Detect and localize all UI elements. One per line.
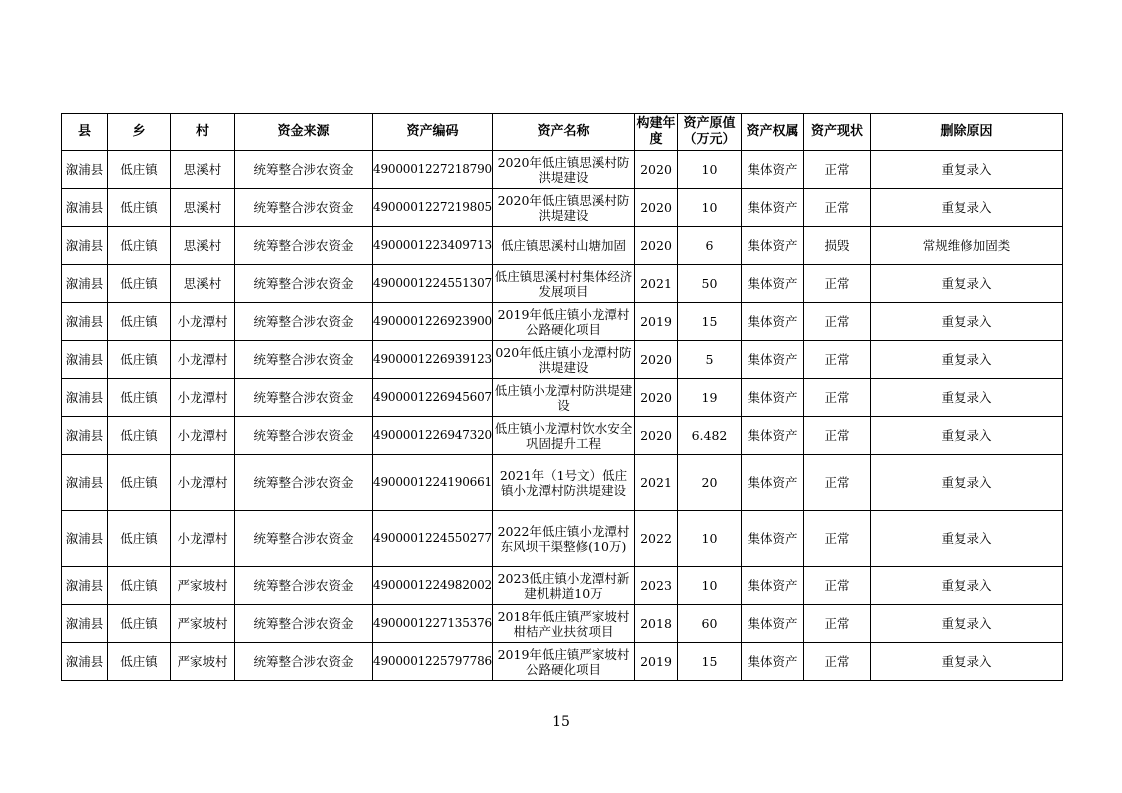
- cell-county: 溆浦县: [62, 303, 108, 341]
- table-row: [62, 605, 1063, 643]
- cell-status: 正常: [804, 379, 871, 417]
- cell-ownership: 集体资产: [742, 605, 804, 643]
- cell-original-value: 10: [678, 189, 742, 227]
- cell-status: 正常: [804, 341, 871, 379]
- cell-village: 思溪村: [171, 227, 235, 265]
- table-body: [62, 151, 1063, 681]
- cell-fund-source: 统筹整合涉农资金: [235, 379, 373, 417]
- cell-build-year: 2021: [635, 455, 678, 511]
- cell-asset-code: 4900001227135376: [373, 605, 493, 643]
- cell-village: 小龙潭村: [171, 511, 235, 567]
- cell-asset-code: 4900001226923900: [373, 303, 493, 341]
- table-row: [62, 151, 1063, 189]
- cell-status: 损毁: [804, 227, 871, 265]
- cell-delete-reason: 重复录入: [871, 511, 1063, 567]
- cell-township: 低庄镇: [108, 643, 171, 681]
- cell-delete-reason: 重复录入: [871, 265, 1063, 303]
- cell-build-year: 2020: [635, 189, 678, 227]
- cell-fund-source: 统筹整合涉农资金: [235, 455, 373, 511]
- cell-asset-name: 2019年低庄镇严家坡村公路硬化项目: [493, 643, 635, 681]
- cell-status: 正常: [804, 511, 871, 567]
- cell-status: 正常: [804, 189, 871, 227]
- cell-delete-reason: 常规维修加固类: [871, 227, 1063, 265]
- cell-village: 严家坡村: [171, 605, 235, 643]
- cell-original-value: 10: [678, 567, 742, 605]
- table-row: [62, 227, 1063, 265]
- cell-ownership: 集体资产: [742, 643, 804, 681]
- cell-asset-name: 低庄镇小龙潭村饮水安全巩固提升工程: [493, 417, 635, 455]
- cell-county: 溆浦县: [62, 265, 108, 303]
- cell-delete-reason: 重复录入: [871, 379, 1063, 417]
- cell-ownership: 集体资产: [742, 417, 804, 455]
- table-row: [62, 189, 1063, 227]
- cell-asset-name: 2021年（1号文）低庄镇小龙潭村防洪堤建设: [493, 455, 635, 511]
- cell-build-year: 2023: [635, 567, 678, 605]
- header-asset-name: 资产名称: [493, 114, 635, 151]
- cell-county: 溆浦县: [62, 605, 108, 643]
- cell-fund-source: 统筹整合涉农资金: [235, 303, 373, 341]
- cell-status: 正常: [804, 265, 871, 303]
- cell-fund-source: 统筹整合涉农资金: [235, 567, 373, 605]
- cell-build-year: 2020: [635, 341, 678, 379]
- cell-delete-reason: 重复录入: [871, 189, 1063, 227]
- cell-asset-name: 低庄镇小龙潭村防洪堤建设: [493, 379, 635, 417]
- cell-build-year: 2020: [635, 379, 678, 417]
- cell-status: 正常: [804, 643, 871, 681]
- table-row: [62, 265, 1063, 303]
- cell-asset-name: 2023低庄镇小龙潭村新建机耕道10万: [493, 567, 635, 605]
- cell-asset-name: 2019年低庄镇小龙潭村公路硬化项目: [493, 303, 635, 341]
- cell-original-value: 5: [678, 341, 742, 379]
- cell-delete-reason: 重复录入: [871, 567, 1063, 605]
- cell-township: 低庄镇: [108, 605, 171, 643]
- cell-asset-code: 4900001224551307: [373, 265, 493, 303]
- cell-ownership: 集体资产: [742, 151, 804, 189]
- cell-original-value: 6.482: [678, 417, 742, 455]
- cell-village: 小龙潭村: [171, 341, 235, 379]
- cell-county: 溆浦县: [62, 511, 108, 567]
- cell-original-value: 20: [678, 455, 742, 511]
- header-row: [62, 114, 1063, 151]
- cell-asset-name: 2020年低庄镇思溪村防洪堤建设: [493, 189, 635, 227]
- cell-original-value: 15: [678, 303, 742, 341]
- cell-build-year: 2018: [635, 605, 678, 643]
- cell-township: 低庄镇: [108, 379, 171, 417]
- cell-build-year: 2019: [635, 303, 678, 341]
- table-row: [62, 341, 1063, 379]
- cell-village: 思溪村: [171, 265, 235, 303]
- cell-township: 低庄镇: [108, 341, 171, 379]
- cell-asset-code: 4900001223409713: [373, 227, 493, 265]
- cell-build-year: 2021: [635, 265, 678, 303]
- cell-village: 严家坡村: [171, 643, 235, 681]
- cell-original-value: 10: [678, 151, 742, 189]
- cell-ownership: 集体资产: [742, 341, 804, 379]
- cell-county: 溆浦县: [62, 227, 108, 265]
- cell-asset-code: 4900001227218790: [373, 151, 493, 189]
- header-village: 村: [171, 114, 235, 151]
- cell-township: 低庄镇: [108, 265, 171, 303]
- cell-original-value: 10: [678, 511, 742, 567]
- cell-county: 溆浦县: [62, 151, 108, 189]
- cell-township: 低庄镇: [108, 151, 171, 189]
- header-county: 县: [62, 114, 108, 151]
- cell-delete-reason: 重复录入: [871, 455, 1063, 511]
- cell-asset-name: 低庄镇思溪村村集体经济发展项目: [493, 265, 635, 303]
- cell-status: 正常: [804, 567, 871, 605]
- page-number: 15: [552, 714, 570, 730]
- cell-township: 低庄镇: [108, 227, 171, 265]
- cell-township: 低庄镇: [108, 567, 171, 605]
- cell-fund-source: 统筹整合涉农资金: [235, 643, 373, 681]
- cell-asset-code: 4900001225797786: [373, 643, 493, 681]
- cell-village: 小龙潭村: [171, 379, 235, 417]
- cell-township: 低庄镇: [108, 189, 171, 227]
- cell-status: 正常: [804, 455, 871, 511]
- cell-ownership: 集体资产: [742, 511, 804, 567]
- cell-ownership: 集体资产: [742, 567, 804, 605]
- cell-ownership: 集体资产: [742, 227, 804, 265]
- cell-fund-source: 统筹整合涉农资金: [235, 341, 373, 379]
- cell-village: 严家坡村: [171, 567, 235, 605]
- cell-status: 正常: [804, 417, 871, 455]
- cell-fund-source: 统筹整合涉农资金: [235, 417, 373, 455]
- cell-build-year: 2019: [635, 643, 678, 681]
- cell-original-value: 19: [678, 379, 742, 417]
- cell-original-value: 50: [678, 265, 742, 303]
- cell-fund-source: 统筹整合涉农资金: [235, 227, 373, 265]
- cell-asset-code: 4900001226947320: [373, 417, 493, 455]
- cell-ownership: 集体资产: [742, 265, 804, 303]
- cell-original-value: 60: [678, 605, 742, 643]
- table-row: [62, 417, 1063, 455]
- cell-fund-source: 统筹整合涉农资金: [235, 189, 373, 227]
- cell-asset-code: 4900001227219805: [373, 189, 493, 227]
- cell-status: 正常: [804, 303, 871, 341]
- cell-village: 小龙潭村: [171, 455, 235, 511]
- cell-ownership: 集体资产: [742, 189, 804, 227]
- header-build-year: 构建年度: [635, 114, 678, 151]
- cell-build-year: 2020: [635, 227, 678, 265]
- cell-delete-reason: 重复录入: [871, 303, 1063, 341]
- cell-county: 溆浦县: [62, 455, 108, 511]
- cell-village: 思溪村: [171, 189, 235, 227]
- cell-asset-code: 4900001224982002: [373, 567, 493, 605]
- cell-county: 溆浦县: [62, 567, 108, 605]
- header-original-value: 资产原值（万元）: [678, 114, 742, 151]
- cell-build-year: 2020: [635, 417, 678, 455]
- cell-county: 溆浦县: [62, 379, 108, 417]
- cell-asset-code: 4900001226939123: [373, 341, 493, 379]
- table-row: [62, 511, 1063, 567]
- table-row: [62, 643, 1063, 681]
- cell-delete-reason: 重复录入: [871, 417, 1063, 455]
- cell-village: 小龙潭村: [171, 303, 235, 341]
- cell-fund-source: 统筹整合涉农资金: [235, 511, 373, 567]
- cell-township: 低庄镇: [108, 417, 171, 455]
- table-row: [62, 379, 1063, 417]
- cell-asset-name: 2022年低庄镇小龙潭村东风坝干渠整修(10万): [493, 511, 635, 567]
- table-row: [62, 303, 1063, 341]
- cell-village: 思溪村: [171, 151, 235, 189]
- cell-delete-reason: 重复录入: [871, 151, 1063, 189]
- cell-asset-name: 020年低庄镇小龙潭村防洪堤建设: [493, 341, 635, 379]
- cell-original-value: 6: [678, 227, 742, 265]
- cell-ownership: 集体资产: [742, 379, 804, 417]
- cell-fund-source: 统筹整合涉农资金: [235, 151, 373, 189]
- table-row: [62, 567, 1063, 605]
- cell-ownership: 集体资产: [742, 303, 804, 341]
- cell-original-value: 15: [678, 643, 742, 681]
- cell-township: 低庄镇: [108, 511, 171, 567]
- cell-asset-code: 4900001224550277: [373, 511, 493, 567]
- cell-fund-source: 统筹整合涉农资金: [235, 605, 373, 643]
- asset-deletion-table: [61, 113, 1063, 681]
- cell-county: 溆浦县: [62, 417, 108, 455]
- cell-asset-name: 2020年低庄镇思溪村防洪堤建设: [493, 151, 635, 189]
- header-fund-source: 资金来源: [235, 114, 373, 151]
- cell-township: 低庄镇: [108, 455, 171, 511]
- cell-fund-source: 统筹整合涉农资金: [235, 265, 373, 303]
- cell-township: 低庄镇: [108, 303, 171, 341]
- cell-asset-code: 4900001226945607: [373, 379, 493, 417]
- cell-status: 正常: [804, 605, 871, 643]
- header-delete-reason: 删除原因: [871, 114, 1063, 151]
- table-row: [62, 455, 1063, 511]
- header-ownership: 资产权属: [742, 114, 804, 151]
- cell-asset-name: 低庄镇思溪村山塘加固: [493, 227, 635, 265]
- cell-build-year: 2020: [635, 151, 678, 189]
- cell-delete-reason: 重复录入: [871, 643, 1063, 681]
- cell-status: 正常: [804, 151, 871, 189]
- header-asset-code: 资产编码: [373, 114, 493, 151]
- cell-county: 溆浦县: [62, 643, 108, 681]
- cell-village: 小龙潭村: [171, 417, 235, 455]
- cell-county: 溆浦县: [62, 189, 108, 227]
- header-township: 乡: [108, 114, 171, 151]
- cell-ownership: 集体资产: [742, 455, 804, 511]
- cell-asset-code: 4900001224190661: [373, 455, 493, 511]
- cell-build-year: 2022: [635, 511, 678, 567]
- cell-delete-reason: 重复录入: [871, 605, 1063, 643]
- cell-delete-reason: 重复录入: [871, 341, 1063, 379]
- cell-asset-name: 2018年低庄镇严家坡村柑桔产业扶贫项目: [493, 605, 635, 643]
- header-status: 资产现状: [804, 114, 871, 151]
- cell-county: 溆浦县: [62, 341, 108, 379]
